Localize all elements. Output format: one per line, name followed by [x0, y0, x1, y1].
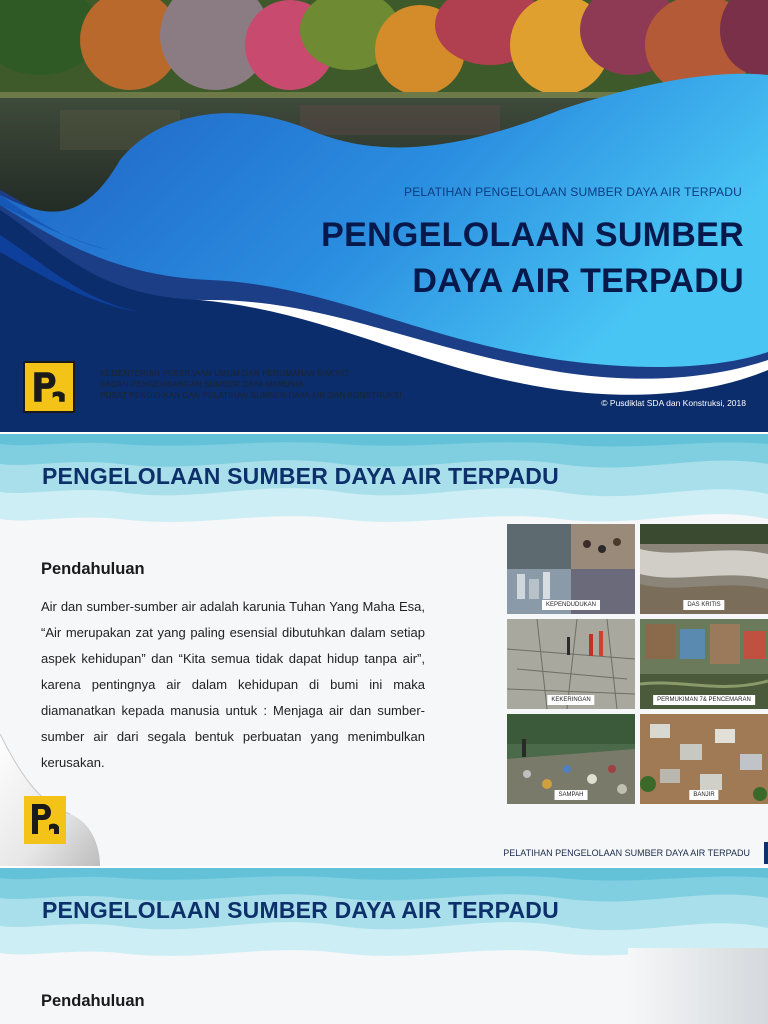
photo-label: KEKERINGAN — [547, 695, 594, 705]
intro-slide — [0, 434, 768, 866]
section-heading: Pendahuluan — [41, 560, 145, 578]
intro-slide-continued — [0, 868, 768, 1024]
section-heading: Pendahuluan — [41, 992, 145, 1010]
cover-title-line1: PENGELOLAAN SUMBER — [321, 216, 744, 254]
photo-tile-drought — [507, 619, 635, 709]
photo-label: KEPENDUDUKAN — [542, 600, 600, 610]
pupr-logo-small — [24, 796, 66, 844]
cover-subtitle: PELATIHAN PENGELOLAAN SUMBER DAYA AIR TERPADU — [404, 185, 742, 199]
photo-label: PERMUKIMAN 7& PENCEMARAN — [653, 695, 755, 705]
cover-title-line2: DAYA AIR TERPADU — [412, 262, 744, 300]
organization-lines — [100, 368, 402, 401]
issue-photo-grid — [507, 524, 768, 806]
footer-training-name: PELATIHAN PENGELOLAAN SUMBER DAYA AIR TERPADU — [503, 848, 750, 858]
org-line-agency: BADAN PENGEMBANGAN SUMBER DAYA MANUSIA — [100, 380, 304, 389]
pupr-logo — [23, 361, 75, 413]
cover-title — [321, 212, 744, 304]
org-line-ministry: KEMENTERIAN PEKERJAAN UMUM DAN PERUMAHAN RAKYAT — [100, 369, 350, 378]
photo-tile-population — [507, 524, 635, 614]
slide-title: PENGELOLAAN SUMBER DAYA AIR TERPADU — [42, 463, 559, 489]
grey-corner-decoration — [628, 948, 768, 1024]
photo-tile-settlement-pollution — [640, 619, 768, 709]
photo-tile-flood — [640, 714, 768, 804]
paragraph-text: Air dan sumber-sumber air adalah karunia Tuhan Yang Maha Esa, “Air merupakan zat yang paling esensial dibutuhkan dalam setiap aspek kehidupan” dan “Kita semua tidak dapat hidup tanpa air”, karena pentingnya air dalam kehidupan di bumi ini maka diamanatkan kepada manusia untuk : Menjaga air dan sumber-sumber air dari segala bentuk perbuatan yang menimbulkan kerusakan. — [41, 599, 425, 770]
slide-title: PENGELOLAAN SUMBER DAYA AIR TERPADU — [42, 897, 559, 923]
org-line-center: PUSAT PENDIDIKAN DAN PELATIHAN SUMBER DAYA AIR DAN KONSTRUKSI — [100, 391, 402, 400]
photo-label: DAS KRITIS — [683, 600, 724, 610]
photo-label: BANJIR — [689, 790, 718, 800]
footer-accent-bar — [764, 842, 768, 864]
photo-label: SAMPAH — [555, 790, 588, 800]
photo-tile-critical-watershed — [640, 524, 768, 614]
copyright-text: © Pusdiklat SDA dan Konstruksi, 2018 — [601, 398, 746, 408]
cover-slide — [0, 0, 768, 432]
photo-tile-garbage — [507, 714, 635, 804]
